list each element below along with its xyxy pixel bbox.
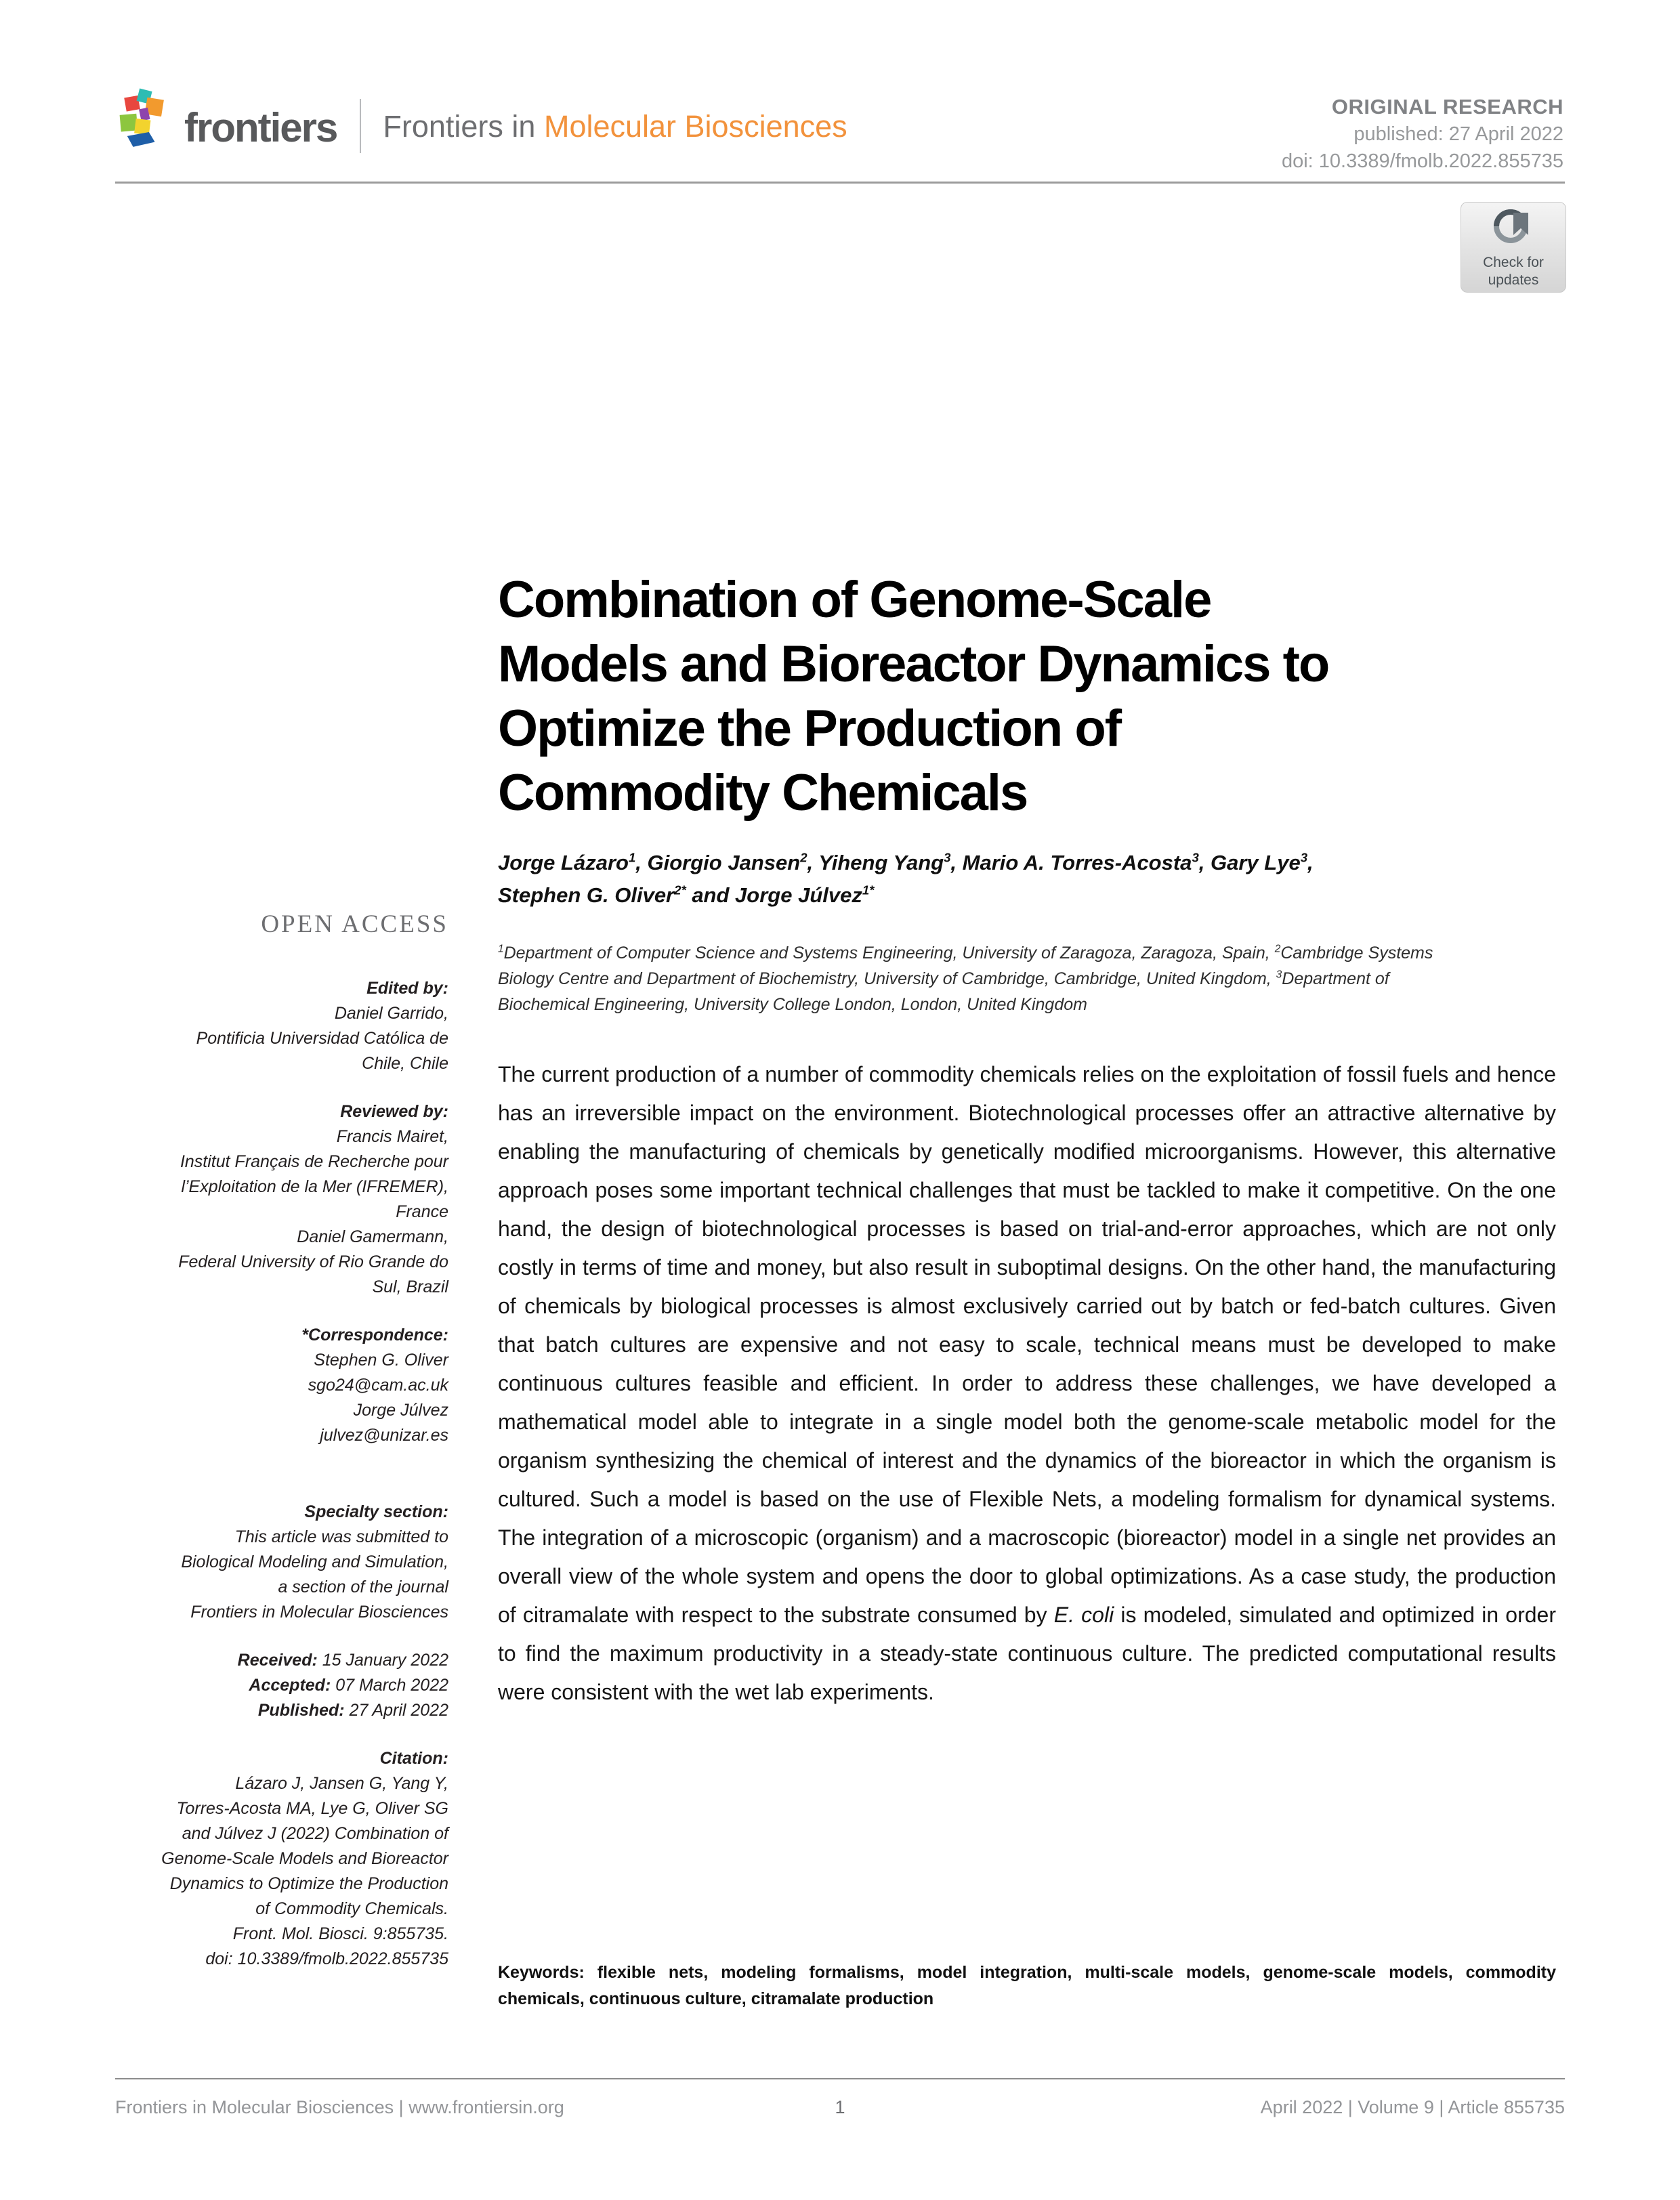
author-list: [498, 847, 1582, 912]
affiliations: [498, 940, 1582, 1017]
list-item: Daniel Garrido,: [334, 1004, 448, 1023]
author-line: Jorge Lázaro$^1$, Giorgio Jansen$^2$, Yiheng Yang$^3$, Mario A. Torres-Acosta$^3$, Gary Lye$^3$,: [498, 850, 1314, 874]
check-updates-line1: Check for: [1483, 254, 1544, 270]
list-item: a section of the journal: [278, 1578, 448, 1596]
list-item: Francis Mairet,: [336, 1127, 448, 1146]
list-item: and Júlvez J (2022) Combination of: [182, 1824, 448, 1843]
list-item: Combination of Genome-Scale: [498, 571, 1211, 629]
open-access-label: OPEN ACCESS: [261, 910, 448, 938]
edited-by-lines: [115, 1001, 448, 1076]
list-item: Front. Mol. Biosci. 9:855735.: [232, 1924, 448, 1943]
keywords-line: Keywords: flexible nets, modeling formalisms, model integration, multi-scale models, genome-scale models, commodity chemicals, continuous culture, citramalate production: [498, 1963, 1556, 2008]
published-date: published: 27 April 2022: [1353, 123, 1563, 145]
header-brand: [115, 87, 847, 156]
list-item: Torres-Acosta MA, Lye G, Oliver SG: [176, 1799, 448, 1818]
reviewed-by-lines: [115, 1124, 448, 1300]
affiliation-line: $^1$Department of Computer Science and Systems Engineering, University of Zaragoza, Zaragoza, Spain, $^2$Cambridge Systems: [498, 943, 1433, 962]
affiliation-line: Biology Centre and Department of Biochemistry, University of Cambridge, Cambridge, United Kingdom, $^3$Department of: [498, 969, 1389, 988]
page-number: 1: [835, 2097, 845, 2117]
list-item: France: [396, 1202, 448, 1221]
correspondent-email[interactable]: julvez@unizar.es: [320, 1426, 448, 1445]
list-item: of Commodity Chemicals.: [255, 1899, 448, 1918]
edited-by-section: [115, 976, 448, 1076]
citation-section: [115, 1746, 448, 1972]
list-item: doi: 10.3389/fmolb.2022.855735: [205, 1949, 448, 1968]
sidebar: [115, 911, 448, 1972]
header-rule: [115, 182, 1565, 184]
dates-section: [115, 1648, 448, 1723]
article-type-label: ORIGINAL RESEARCH: [1331, 95, 1563, 119]
list-item: Published: 27 April 2022: [257, 1701, 448, 1720]
footer: [115, 2097, 1565, 2118]
frontiers-logo-icon: [115, 87, 175, 156]
header-divider: [360, 99, 361, 153]
citation-label: Citation:: [379, 1749, 448, 1768]
specialty-section: [115, 1500, 448, 1625]
frontiers-wordmark: frontiers: [184, 104, 337, 150]
article-title: [498, 568, 1582, 825]
correspondent-name: Jorge Júlvez: [353, 1401, 448, 1420]
footer-journal: [115, 2097, 598, 2118]
list-item: Genome-Scale Models and Bioreactor: [161, 1849, 448, 1868]
list-item: Frontiers in Molecular Biosciences: [190, 1603, 448, 1622]
list-item: This article was submitted to: [234, 1527, 448, 1546]
list-item: Federal University of Rio Grande do: [178, 1252, 448, 1271]
correspondent-email[interactable]: sgo24@cam.ac.uk: [308, 1376, 448, 1395]
specialty-lines: [115, 1525, 448, 1625]
specialty-label: Specialty section:: [304, 1502, 448, 1521]
journal-title: Molecular Biosciences: [543, 109, 847, 144]
list-item: Pontificia Universidad Católica de: [196, 1029, 448, 1048]
list-item: Institut Français de Recherche pour: [180, 1152, 448, 1171]
citation-lines: [115, 1771, 448, 1972]
journal-prefix: Frontiers in: [383, 109, 544, 144]
list-item: l’Exploitation de la Mer (IFREMER),: [181, 1177, 448, 1196]
reviewed-by-label: Reviewed by:: [340, 1102, 448, 1121]
check-updates-icon: [1492, 206, 1534, 250]
list-item: Dynamics to Optimize the Production: [169, 1874, 448, 1893]
check-updates-text: [1483, 254, 1544, 289]
footer-journal-name: Frontiers in Molecular Biosciences: [115, 2097, 394, 2117]
list-item: Models and Bioreactor Dynamics to: [498, 635, 1329, 693]
list-item: Commodity Chemicals: [498, 764, 1028, 822]
list-item: Chile, Chile: [362, 1054, 448, 1073]
check-updates-line2: updates: [1488, 272, 1539, 288]
affiliation-line: Biochemical Engineering, University College London, London, United Kingdom: [498, 995, 1087, 1014]
author-line: Stephen G. Oliver$^{2*}$ and Jorge Júlvez$^{1*}$: [498, 883, 875, 907]
list-item: Optimize the Production of: [498, 700, 1121, 757]
list-item: Accepted: 07 March 2022: [249, 1676, 448, 1695]
list-item: Lázaro J, Jansen G, Yang Y,: [235, 1774, 448, 1793]
header-meta: [1282, 93, 1563, 175]
list-item: Sul, Brazil: [372, 1277, 448, 1296]
reviewed-by-section: [115, 1099, 448, 1300]
footer-separator: |: [394, 2097, 409, 2117]
list-item: Daniel Gamermann,: [297, 1227, 448, 1246]
check-for-updates-badge[interactable]: [1461, 202, 1566, 293]
list-item: Biological Modeling and Simulation,: [181, 1552, 448, 1571]
abstract-text: The current production of a number of commodity chemicals relies on the exploitation of fossil fuels and hence has an irreversible impact on the environment. Biotechnological processes offer an attractive alternative by enabling the manufacturing of chemicals by genetically modified microorganisms. However, this alternative approach poses some important technical challenges that must be tackled to make it competitive. On the one hand, the design of biotechnological processes is based on trial-and-error approaches, which are not only costly in terms of time and money, but also result in suboptimal designs. On the other hand, the manufacturing of chemicals by biological processes is almost exclusively carried out by batch or fed-batch cultures. Given that batch cultures are expensive and not easy to scale, technical means must be developed to make continuous cultures feasible and efficient. In order to address these challenges, we have developed a mathematical model able to integrate in a single model both the genome-scale metabolic model for the organism synthesizing the chemical of interest and the dynamics of the bioreactor in which the organism is cultured. Such a model is based on the use of Flexible Nets, a modeling formalism for dynamical systems. The integration of a microscopic (organism) and a macroscopic (bioreactor) model in a single net provides an overall view of the whole system and opens the door to global optimizations. As a case study, the production of citramalate with respect to the substrate consumed by E. coli is modeled, simulated and optimized in order to find the maximum productivity in a steady-state continuous culture. The predicted computational results were consistent with the wet lab experiments.: [498, 1062, 1557, 1704]
correspondence-section: [115, 1323, 448, 1448]
footer-site-link[interactable]: www.frontiersin.org: [408, 2097, 564, 2117]
correspondence-label: *Correspondence:: [301, 1326, 448, 1345]
correspondent-name: Stephen G. Oliver: [314, 1351, 448, 1370]
edited-by-label: Edited by:: [366, 979, 448, 998]
list-item: Received: 15 January 2022: [237, 1651, 448, 1670]
journal-name: [383, 109, 847, 144]
date-lines: [115, 1648, 448, 1723]
doi-link[interactable]: doi: 10.3389/fmolb.2022.855735: [1281, 150, 1563, 172]
footer-rule: [115, 2078, 1565, 2079]
footer-issue-info: April 2022 | Volume 9 | Article 855735: [1260, 2097, 1565, 2117]
